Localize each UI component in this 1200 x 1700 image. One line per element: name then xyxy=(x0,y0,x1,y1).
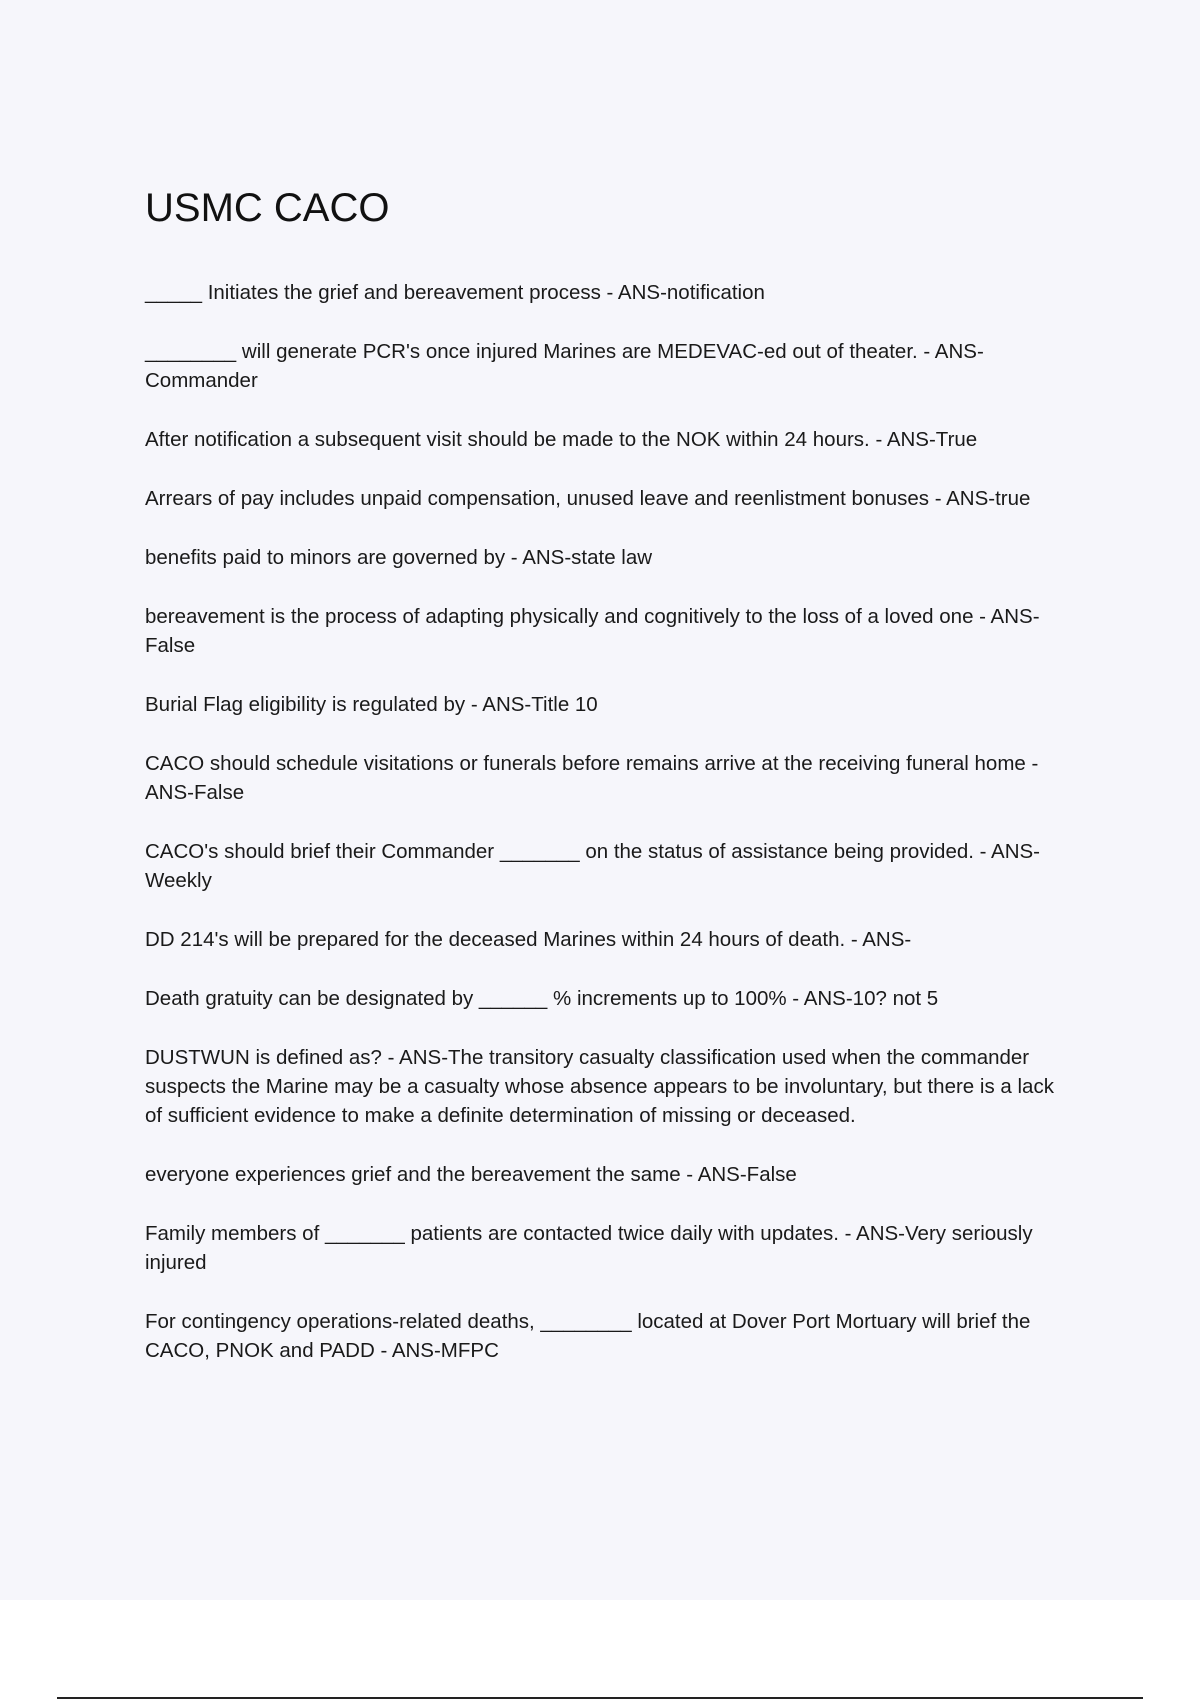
qa-item-dustwun: DUSTWUN is defined as? - ANS-The transitory casualty classification used when the commander suspects the Marine may be a casualty whose absence appears to be involuntary, but there is a lack of sufficient evidence to make a definite determination of missing or deceased. xyxy=(145,1046,1054,1127)
qa-item-death-gratuity: Death gratuity can be designated by ______ % increments up to 100% - ANS-10? not 5 xyxy=(145,987,939,1010)
qa-item-notification: _____ Initiates the grief and bereavement process - ANS-notification xyxy=(145,281,765,304)
qa-item-burial-flag: Burial Flag eligibility is regulated by - ANS-Title 10 xyxy=(145,693,598,716)
qa-item-subsequent-visit: After notification a subsequent visit should be made to the NOK within 24 hours. - ANS-True xyxy=(145,428,978,451)
qa-item-dd214: DD 214's will be prepared for the deceased Marines within 24 hours of death. - ANS- xyxy=(145,928,912,951)
qa-item-family-updates: Family members of _______ patients are contacted twice daily with updates. - ANS-Very seriously injured xyxy=(145,1222,1033,1274)
footer-divider xyxy=(57,1697,1143,1699)
qa-item-bereavement: bereavement is the process of adapting physically and cognitively to the loss of a loved one - ANS-False xyxy=(145,605,1040,657)
qa-item-contingency-deaths: For contingency operations-related deaths, ________ located at Dover Port Mortuary will brief the CACO, PNOK and PADD - ANS-MFPC xyxy=(145,1310,1031,1362)
qa-item-arrears-of-pay: Arrears of pay includes unpaid compensation, unused leave and reenlistment bonuses - ANS-true xyxy=(145,487,1031,510)
qa-item-visitations: CACO should schedule visitations or funerals before remains arrive at the receiving funeral home - ANS-False xyxy=(145,752,1039,804)
qa-item-brief-commander: CACO's should brief their Commander _______ on the status of assistance being provided. - ANS-Weekly xyxy=(145,840,1041,892)
page-title: USMC CACO xyxy=(145,186,390,230)
qa-item-pcr: ________ will generate PCR's once injured Marines are MEDEVAC-ed out of theater. - ANS-Commander xyxy=(145,340,984,392)
qa-item-benefits-minors: benefits paid to minors are governed by - ANS-state law xyxy=(145,546,653,569)
qa-list xyxy=(145,278,1075,1395)
qa-item-grief: everyone experiences grief and the bereavement the same - ANS-False xyxy=(145,1163,797,1186)
